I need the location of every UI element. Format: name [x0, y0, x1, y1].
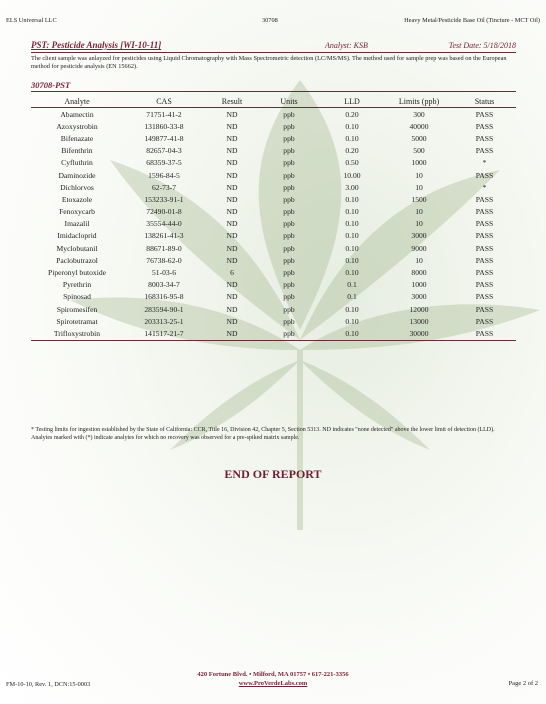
cell-cas: 138261-41-3	[144, 231, 184, 241]
cell-status: PASS	[475, 292, 494, 302]
cell-limits: 10	[415, 207, 423, 217]
cell-result: ND	[226, 316, 238, 326]
cell-cas: 131860-33-8	[144, 121, 184, 131]
cell-analyte: Trifloxystrobin	[31, 327, 123, 340]
cell-status: PASS	[475, 304, 494, 314]
cell-units: ppb	[283, 243, 295, 253]
col-header-lld: LLD	[319, 96, 385, 108]
cell-units: ppb	[283, 219, 295, 229]
cell-analyte: Pyrethrin	[62, 280, 92, 290]
table-row	[31, 132, 516, 144]
cell-status: *	[482, 158, 487, 168]
analyst: Analyst: KSB	[325, 41, 368, 50]
table-row	[31, 206, 516, 218]
cell-status: PASS	[475, 268, 494, 278]
cell-lld: 0.50	[345, 158, 359, 168]
table-row	[31, 242, 516, 254]
table-row	[31, 279, 516, 291]
col-header-result: Result	[205, 96, 259, 108]
cell-cas: 203313-25-1	[144, 316, 184, 326]
cell-result: ND	[226, 146, 238, 156]
cell-limits: 1000	[411, 280, 427, 290]
cell-limits: 30000	[385, 327, 453, 340]
cell-result: ND	[226, 219, 238, 229]
cell-units: ppb	[283, 170, 295, 180]
cell-cas: 68359-37-5	[146, 158, 182, 168]
cell-result: ND	[226, 109, 238, 119]
cell-units: ppb	[283, 292, 295, 302]
cell-cas: 62-73-7	[151, 182, 177, 192]
cell-status: PASS	[475, 231, 494, 241]
cell-lld: 0.1	[347, 292, 357, 302]
cell-units: ppb	[283, 109, 295, 119]
cell-units: ppb	[283, 231, 295, 241]
cell-units: ppb	[283, 194, 295, 204]
cell-limits: 40000	[409, 121, 429, 131]
cell-result: ND	[226, 243, 238, 253]
cell-status: PASS	[475, 280, 494, 290]
cell-limits: 8000	[411, 268, 427, 278]
cell-limits: 3000	[411, 292, 427, 302]
table-row	[31, 169, 516, 181]
cell-limits: 10	[415, 255, 423, 265]
cell-cas: 82657-04-3	[146, 146, 182, 156]
cell-lld: 0.10	[345, 268, 359, 278]
cell-lld: 0.10	[345, 231, 359, 241]
cell-lld: 0.10	[345, 194, 359, 204]
cell-lld: 0.20	[345, 146, 359, 156]
table-row	[31, 157, 516, 169]
cell-units: ppb	[283, 158, 295, 168]
cell-lld: 0.10	[345, 121, 359, 131]
cell-limits: 12000	[409, 304, 429, 314]
table-row	[31, 218, 516, 230]
cell-units: ppb	[259, 327, 319, 340]
cell-lld: 0.10	[345, 304, 359, 314]
cell-cas: 71751-41-2	[146, 109, 182, 119]
table-row	[31, 120, 516, 132]
page-number: Page 2 of 2	[508, 680, 538, 687]
cell-analyte: Cyfluthrin	[61, 158, 93, 168]
table-row	[31, 291, 516, 303]
cell-lld: 0.10	[345, 207, 359, 217]
cell-units: ppb	[283, 121, 295, 131]
cell-limits: 10	[415, 170, 423, 180]
cell-analyte: Fenoxycarb	[59, 207, 95, 217]
end-of-report: END OF REPORT	[224, 467, 322, 481]
cell-limits: 3000	[411, 231, 427, 241]
cell-cas: 76738-62-0	[146, 255, 182, 265]
cell-status: PASS	[475, 121, 494, 131]
table-row	[31, 230, 516, 242]
cell-status: PASS	[475, 255, 494, 265]
company-name: ELS Universal LLC	[6, 17, 57, 24]
cell-cas: 88671-89-0	[146, 243, 182, 253]
cell-units: ppb	[283, 268, 295, 278]
cell-lld: 0.10	[345, 243, 359, 253]
table-row	[31, 327, 516, 340]
table-body	[31, 108, 516, 341]
cell-limits: 13000	[409, 316, 429, 326]
cell-cas: 51-03-6	[151, 268, 177, 278]
cell-status: PASS	[475, 170, 494, 180]
pesticide-results-table	[31, 96, 516, 341]
divider	[31, 91, 516, 92]
cell-analyte: Imidacloprid	[57, 231, 97, 241]
cell-units: ppb	[283, 255, 295, 265]
cell-result: ND	[226, 304, 238, 314]
cell-lld: 0.10	[345, 255, 359, 265]
cell-units: ppb	[283, 207, 295, 217]
cell-lld: 0.10	[345, 316, 359, 326]
cell-limits: 500	[413, 146, 425, 156]
cell-status: PASS	[475, 109, 494, 119]
form-id: FM-10-10, Rev. 1, DCN:15-0003	[6, 681, 91, 688]
table-row	[31, 315, 516, 327]
cell-result: ND	[226, 133, 238, 143]
table-row	[31, 254, 516, 266]
footnote: * Testing limits for ingestion established by the State of California: CCR, Title 16, Division 42, Chapter 5, Section 5313. ND indicates "none detected" above the lower limit of detection (LLD). Analytes marked with (*) indicate analytes for which no recovery was observed for a pre-spiked matrix sample.	[31, 427, 495, 441]
cell-units: ppb	[283, 182, 295, 192]
cell-limits: 10	[415, 182, 423, 192]
cell-result: ND	[226, 280, 238, 290]
table-header-row	[31, 96, 516, 108]
cell-result: ND	[205, 327, 259, 340]
test-date: Test Date: 5/18/2018	[448, 41, 516, 50]
cell-analyte: Etoxazole	[61, 194, 93, 204]
cell-units: ppb	[283, 280, 295, 290]
sample-id: 30708	[262, 17, 278, 24]
cell-cas: 72490-01-8	[146, 207, 182, 217]
cell-limits: 10	[415, 219, 423, 229]
cell-analyte: Daminozide	[58, 170, 96, 180]
cell-lld: 0.10	[319, 327, 385, 340]
cell-lld: 3.00	[345, 182, 359, 192]
cell-result: ND	[226, 207, 238, 217]
cell-status: PASS	[475, 243, 494, 253]
cell-analyte: Piperonyl butoxide	[47, 268, 106, 278]
cell-status: PASS	[475, 219, 494, 229]
cell-cas: 283594-90-1	[144, 304, 184, 314]
cell-result: ND	[226, 194, 238, 204]
cell-units: ppb	[283, 316, 295, 326]
cell-lld: 0.1	[347, 280, 357, 290]
cell-units: ppb	[283, 304, 295, 314]
col-header-status: Status	[453, 96, 516, 108]
cell-analyte: Dichlorvos	[60, 182, 94, 192]
cell-status: PASS	[475, 207, 494, 217]
cell-result: ND	[226, 170, 238, 180]
cell-status: *	[482, 182, 487, 192]
cell-cas: 141517-21-7	[123, 327, 205, 340]
cell-result: ND	[226, 121, 238, 131]
cell-limits: 1500	[411, 194, 427, 204]
cell-analyte: Imazalil	[64, 219, 90, 229]
cell-status: PASS	[453, 327, 516, 340]
table-row	[31, 193, 516, 205]
method-description: The client sample was anlayzed for pesticides using Liquid Chromatography with Mass Spectrometric detection (LC/MS/MS). The method used for sample prep was based on the European method for pesticide analysis (EN 15662).	[31, 55, 507, 70]
table-row	[31, 145, 516, 157]
cell-lld: 0.20	[345, 109, 359, 119]
cell-result: ND	[226, 292, 238, 302]
product-name: Heavy Metal/Pesticide Base Oil (Tincture - MCT Oil)	[404, 17, 540, 24]
lab-address: 420 Fortune Blvd. • Milford, MA 01757 • 617-221-3356	[197, 671, 349, 678]
cell-status: PASS	[475, 316, 494, 326]
cell-analyte: Azoxystrobin	[56, 121, 98, 131]
cell-analyte: Myclobutanil	[56, 243, 98, 253]
cell-limits: 300	[413, 109, 425, 119]
col-header-cas: CAS	[123, 96, 205, 108]
cell-analyte: Abamectin	[60, 109, 94, 119]
cell-analyte: Spirotetramat	[56, 316, 98, 326]
cell-units: ppb	[283, 133, 295, 143]
cell-limits: 1000	[411, 158, 427, 168]
cell-analyte: Paclobutrazol	[56, 255, 98, 265]
col-header-limits: Limits (ppb)	[385, 96, 453, 108]
cell-cas: 35554-44-0	[146, 219, 182, 229]
cell-status: PASS	[475, 194, 494, 204]
cell-limits: 5000	[411, 133, 427, 143]
sample-subtitle: 30708-PST	[31, 80, 71, 90]
cell-cas: 149877-41-8	[144, 133, 184, 143]
cell-lld: 0.10	[345, 219, 359, 229]
cell-status: PASS	[475, 146, 494, 156]
lab-website-link[interactable]: www.ProVerdeLabs.com	[238, 680, 308, 687]
table-row	[31, 108, 516, 121]
section-title: PST: Pesticide Analysis [WI-10-11]	[31, 40, 162, 50]
col-header-units: Units	[259, 96, 319, 108]
cell-result: 6	[230, 268, 234, 278]
cell-result: ND	[226, 231, 238, 241]
cell-analyte: Spinosad	[63, 292, 91, 302]
cell-cas: 168316-95-8	[144, 292, 184, 302]
cell-lld: 0.10	[345, 133, 359, 143]
cell-cas: 8003-34-7	[148, 280, 180, 290]
cell-units: ppb	[283, 146, 295, 156]
section-header	[31, 40, 516, 53]
cell-status: PASS	[475, 133, 494, 143]
cell-cas: 1596-84-5	[148, 170, 180, 180]
col-header-analyte: Analyte	[31, 96, 123, 108]
cell-analyte: Bifenthrin	[61, 146, 93, 156]
cell-limits: 9000	[411, 243, 427, 253]
table-row	[31, 303, 516, 315]
cell-result: ND	[226, 182, 238, 192]
cell-result: ND	[226, 158, 238, 168]
table-row	[31, 181, 516, 193]
cell-result: ND	[226, 255, 238, 265]
cell-lld: 10.00	[343, 170, 361, 180]
cell-cas: 153233-91-1	[144, 194, 184, 204]
table-row	[31, 266, 516, 278]
cell-analyte: Bifenazate	[60, 133, 94, 143]
cell-analyte: Spiromesifen	[56, 304, 98, 314]
